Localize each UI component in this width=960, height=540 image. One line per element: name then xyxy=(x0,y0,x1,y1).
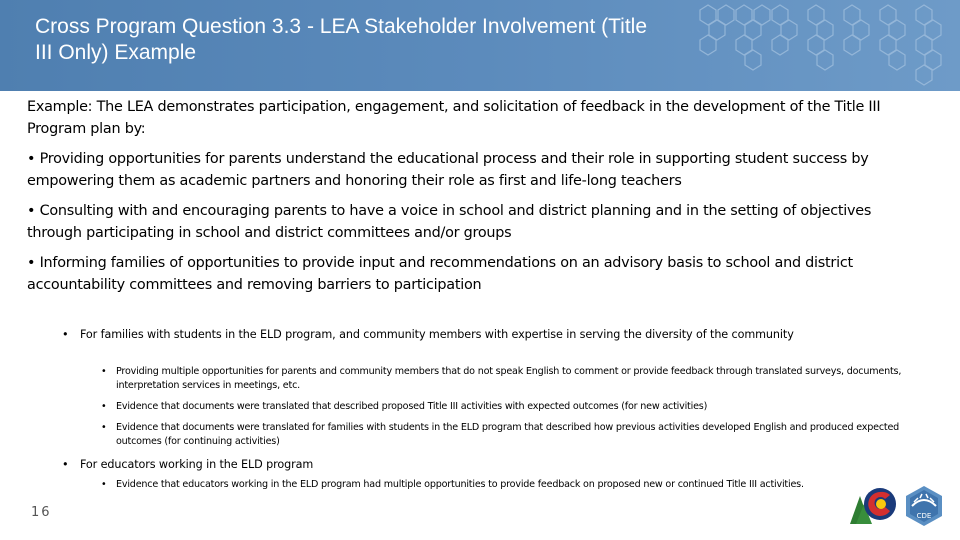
sub-sub-bullet-educator-feedback: Evidence that educators working in the ELD program had multiple opportunities to provide feedback on proposed new or continued Title III activities. xyxy=(116,479,804,490)
sub-bullet-families: For families with students in the ELD program, and community members with expertise in serving the diversity of the community xyxy=(80,328,794,341)
slide-header xyxy=(0,0,960,91)
bullet-item-3: • Informing families of opportunities to provide input and recommendations on an advisory basis to school and district accountability committees and removing barriers to participation xyxy=(27,255,853,293)
sub-bullet-dot: • xyxy=(62,328,69,341)
colorado-logo-icon xyxy=(848,482,900,526)
cde-logo-icon xyxy=(902,484,946,526)
intro-text: Example: The LEA demonstrates participation, engagement, and solicitation of feedback in the development of the Title III Program plan by: xyxy=(27,99,881,137)
sub-sub-bullet-dot: • xyxy=(101,479,107,490)
sub-sub-bullet-dot: • xyxy=(101,401,107,412)
sub-bullet-dot: • xyxy=(62,458,69,471)
sub-sub-bullet-dot: • xyxy=(101,422,107,433)
hexagon-pattern-decoration xyxy=(660,0,960,91)
sub-bullet-educators: For educators working in the ELD program xyxy=(80,458,314,471)
slide-body xyxy=(27,96,927,296)
bullet-item-1: • Providing opportunities for parents understand the educational process and their role in supporting student success by empowering them as academic partners and honoring their role as first and life-long teachers xyxy=(27,151,869,189)
sub-sub-bullet-new-activities: Evidence that documents were translated that described proposed Title III activities with expected outcomes (for new activities) xyxy=(116,401,708,412)
slide-title: Cross Program Question 3.3 - LEA Stakeholder Involvement (Title III Only) Example xyxy=(35,15,647,64)
sub-sub-bullet-translated-feedback: Providing multiple opportunities for parents and community members that do not speak English to comment or provide feedback through translated surveys, documents, interpretation services in meetings, etc. xyxy=(116,366,902,391)
bullet-item-2: • Consulting with and encouraging parents to have a voice in school and district planning and in the setting of objectives through participating in school and district committees and/or groups xyxy=(27,203,872,241)
sub-sub-bullet-dot: • xyxy=(101,366,107,377)
page-number: 16 xyxy=(31,505,52,520)
cde-logo-text: CDE xyxy=(916,512,932,520)
sub-sub-bullet-continuing-activities: Evidence that documents were translated for families with students in the ELD program that described how previous activities developed English and produced expected outcomes (for continuing activities) xyxy=(116,422,900,447)
